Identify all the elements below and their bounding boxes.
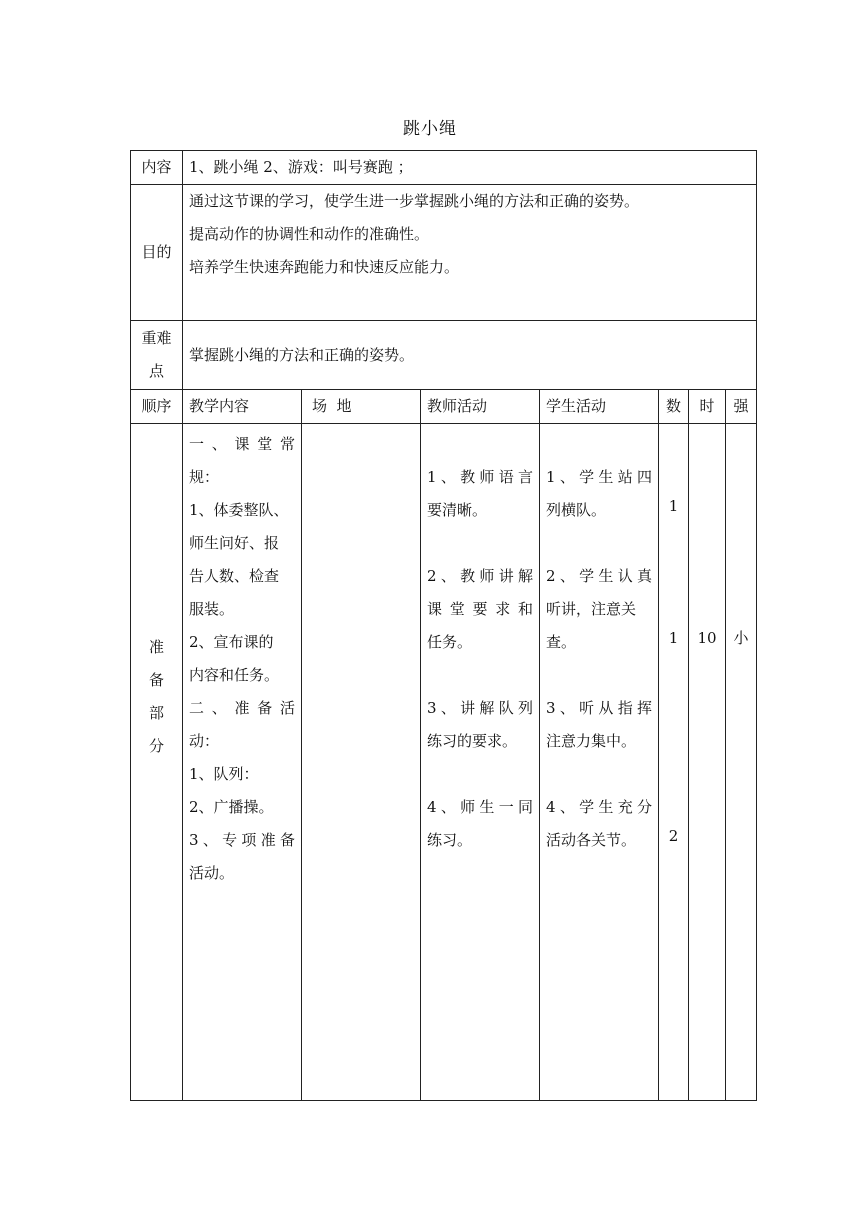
header-teacher: 教师活动 <box>421 390 540 424</box>
goal-label: 目的 <box>131 185 183 321</box>
student-line: 注意力集中。 <box>546 732 637 750</box>
header-student: 学生活动 <box>540 390 659 424</box>
student-line: 1、学生站四 <box>546 468 652 486</box>
header-venue: 场 地 <box>302 390 421 424</box>
prep-venue <box>302 424 421 1101</box>
content-line: 1、队列： <box>189 765 259 783</box>
key-label <box>131 321 183 390</box>
student-line: 听讲，注意关 <box>546 600 637 618</box>
content-line: 2、广播操。 <box>189 798 274 816</box>
teacher-line: 要清晰。 <box>427 501 488 519</box>
prep-label-char: 准 <box>148 638 164 656</box>
content-label: 内容 <box>131 151 183 185</box>
intensity-value: 小 <box>733 629 749 647</box>
content-line: 一、课堂常 <box>189 435 295 453</box>
goal-value <box>183 185 757 321</box>
content-line: 师生问好、报 <box>189 534 280 552</box>
content-line: 3、专项准备 <box>189 831 295 849</box>
header-count: 数 <box>659 390 689 424</box>
key-value: 掌握跳小绳的方法和正确的姿势。 <box>183 321 757 390</box>
content-line: 二、准备活 <box>189 699 295 717</box>
content-line: 活动。 <box>189 864 235 882</box>
goal-line: 提高动作的协调性和动作的准确性。 <box>189 225 430 243</box>
student-line: 活动各关节。 <box>546 831 637 849</box>
lesson-plan-table <box>130 150 757 1101</box>
goal-row <box>131 185 757 321</box>
teacher-line: 1、教师语言 <box>427 468 533 486</box>
page-title: 跳小绳 <box>403 119 457 139</box>
header-order: 顺序 <box>131 390 183 424</box>
key-label-line: 重难 <box>141 329 172 347</box>
content-line: 1、体委整队、 <box>189 501 289 519</box>
teacher-line: 2、教师讲解 <box>427 567 533 585</box>
goal-line: 通过这节课的学习，使学生进一步掌握跳小绳的方法和正确的姿势。 <box>189 192 640 210</box>
student-line: 4、学生充分 <box>546 798 652 816</box>
prep-row <box>131 424 757 1101</box>
teacher-line: 练习的要求。 <box>427 732 518 750</box>
teacher-line: 3、讲解队列 <box>427 699 533 717</box>
content-line: 内容和任务。 <box>189 666 280 684</box>
content-value: 1、跳小绳 2、游戏：叫号赛跑 ； <box>183 151 757 185</box>
student-line: 3、听从指挥 <box>546 699 652 717</box>
key-row <box>131 321 757 390</box>
teacher-line: 课堂要求和 <box>427 600 533 618</box>
prep-label-char: 分 <box>148 737 164 755</box>
teacher-line: 任务。 <box>427 633 473 651</box>
prep-intensity <box>726 424 757 1101</box>
content-line: 告人数、检查 <box>189 567 280 585</box>
prep-label <box>131 424 183 1101</box>
content-line: 规： <box>189 468 220 486</box>
content-line: 服装。 <box>189 600 235 618</box>
key-label-line: 点 <box>148 362 164 380</box>
content-line: 动： <box>189 732 220 750</box>
header-time: 时 <box>689 390 726 424</box>
prep-content <box>183 424 302 1101</box>
count-value: 1 <box>668 629 679 647</box>
count-value: 1 <box>668 497 679 515</box>
goal-line: 培养学生快速奔跑能力和快速反应能力。 <box>189 258 460 276</box>
prep-teacher <box>421 424 540 1101</box>
content-row <box>131 151 757 185</box>
header-row <box>131 390 757 424</box>
count-value: 2 <box>668 827 679 845</box>
prep-label-char: 部 <box>148 704 164 722</box>
prep-time <box>689 424 726 1101</box>
header-intensity: 强 <box>726 390 757 424</box>
content-line: 2、宣布课的 <box>189 633 274 651</box>
student-line: 列横队。 <box>546 501 607 519</box>
prep-label-char: 备 <box>148 671 164 689</box>
teacher-line: 4、师生一同 <box>427 798 533 816</box>
time-value: 10 <box>697 629 717 647</box>
student-line: 2、学生认真 <box>546 567 652 585</box>
teacher-line: 练习。 <box>427 831 473 849</box>
header-content: 教学内容 <box>183 390 302 424</box>
student-line: 查。 <box>546 633 577 651</box>
prep-count <box>659 424 689 1101</box>
prep-student <box>540 424 659 1101</box>
